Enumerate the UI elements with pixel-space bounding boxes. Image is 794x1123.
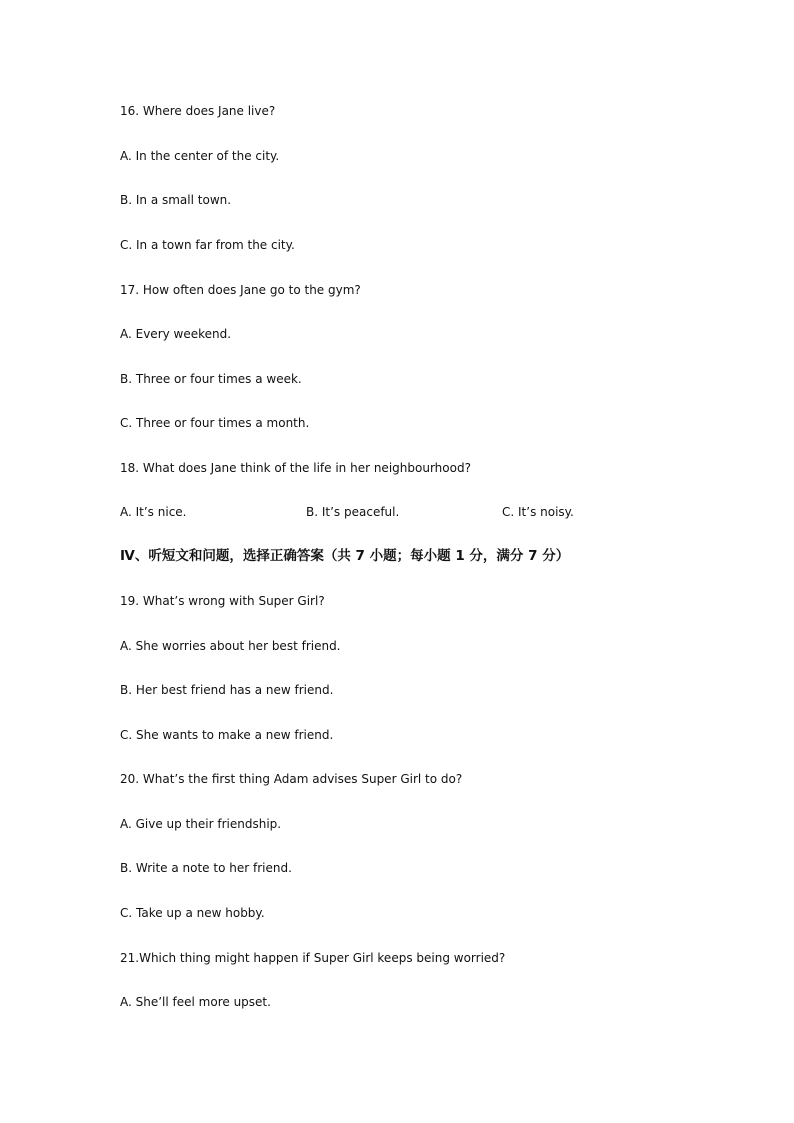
option-17c: C. Three or four times a month. [120, 416, 310, 430]
question-20: 20. What’s the first thing Adam advises Super Girl to do? [120, 772, 463, 786]
option-18c: C. It’s noisy. [502, 505, 574, 519]
question-18: 18. What does Jane think of the life in her neighbourhood? [120, 461, 471, 475]
option-20c: C. Take up a new hobby. [120, 906, 265, 920]
option-20a: A. Give up their friendship. [120, 817, 282, 831]
question-19: 19. What’s wrong with Super Girl? [120, 594, 325, 608]
option-19b: B. Her best friend has a new friend. [120, 683, 334, 697]
option-21a: A. She’ll feel more upset. [120, 995, 271, 1009]
option-16b: B. In a small town. [120, 193, 232, 207]
option-19a: A. She worries about her best friend. [120, 639, 341, 653]
option-16c: C. In a town far from the city. [120, 238, 295, 252]
question-16: 16. Where does Jane live? [120, 104, 276, 118]
option-20b: B. Write a note to her friend. [120, 861, 292, 875]
section-heading: Ⅳ、听短文和问题，选择正确答案（共 7 小题；每小题 1 分，满分 7 分） [120, 548, 570, 564]
option-19c: C. She wants to make a new friend. [120, 728, 334, 742]
option-18b: B. It’s peaceful. [306, 505, 400, 519]
question-21: 21.Which thing might happen if Super Girl keeps being worried? [120, 951, 506, 965]
option-18a: A. It’s nice. [120, 505, 187, 519]
option-17a: A. Every weekend. [120, 327, 232, 341]
option-16a: A. In the center of the city. [120, 149, 280, 163]
question-17: 17. How often does Jane go to the gym? [120, 283, 361, 297]
option-17b: B. Three or four times a week. [120, 372, 302, 386]
